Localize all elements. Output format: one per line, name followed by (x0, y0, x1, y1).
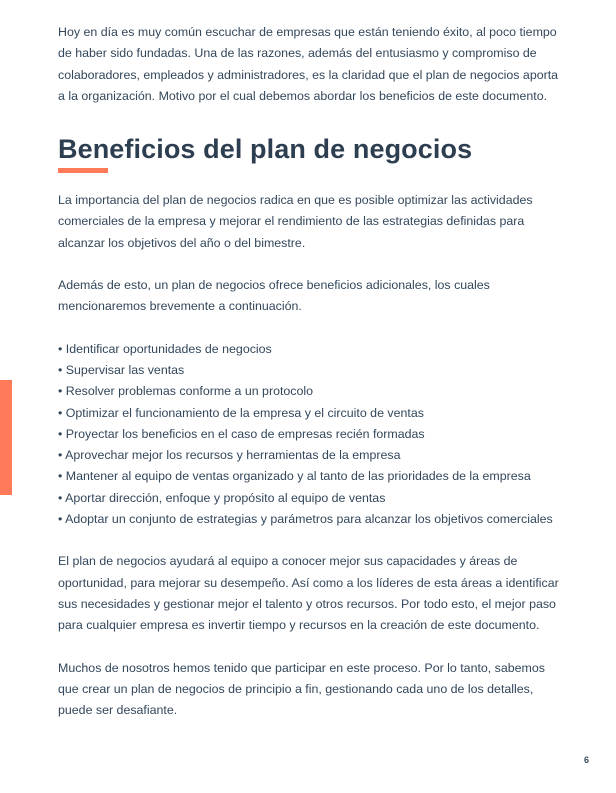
list-item: • Mantener al equipo de ventas organizado y al tanto de las prioridades de la empresa (58, 469, 531, 484)
benefits-list (58, 339, 568, 531)
list-item: • Supervisar las ventas (58, 362, 185, 377)
page-content (58, 22, 568, 721)
page-number: 6 (584, 755, 590, 765)
list-item: • Resolver problemas conforme a un protocolo (58, 384, 314, 399)
list-item: • Optimizar el funcionamiento de la empresa y el circuito de ventas (58, 405, 424, 420)
paragraph-team-capabilities: El plan de negocios ayudará al equipo a conocer mejor sus capacidades y áreas de oportunidad, para mejorar su desempeño. Así como a los líderes de esta áreas a identificar sus necesidades y gestionar mejor el talento y otros recursos. Por todo esto, el mejor paso para cualquier empresa es invertir tiempo y recursos en la creación de este documento. (58, 554, 559, 633)
list-item: • Aportar dirección, enfoque y propósito al equipo de ventas (58, 490, 386, 505)
list-item: • Aprovechar mejor los recursos y herramientas de la empresa (58, 448, 401, 463)
paragraph-additional-benefits: Además de esto, un plan de negocios ofrece beneficios adicionales, los cuales mencionaremos brevemente a continuación. (58, 278, 490, 314)
list-item: • Identificar oportunidades de negocios (58, 341, 272, 356)
paragraph-challenge: Muchos de nosotros hemos tenido que participar en este proceso. Por lo tanto, sabemos que crear un plan de negocios de principio a fin, gestionando cada uno de los detalles, puede ser desafiante. (58, 660, 545, 718)
paragraph-importance: La importancia del plan de negocios radica en que es posible optimizar las actividades comerciales de la empresa y mejorar el rendimiento de las estrategias definidas para alcanzar los objetivos del año o del bimestre. (58, 193, 533, 250)
list-item: • Adoptar un conjunto de estrategias y parámetros para alcanzar los objetivos comerciales (58, 512, 553, 527)
intro-paragraph: Hoy en día es muy común escuchar de empresas que están teniendo éxito, al poco tiempo de haber sido fundadas. Una de las razones, además del entusiasmo y compromiso de colaboradores, empleados y administradores, es la claridad que el plan de negocios aporta a la organización. Motivo por el cual debemos abordar los beneficios de este documento. (58, 25, 559, 103)
list-item: • Proyectar los beneficios en el caso de empresas recién formadas (58, 426, 425, 441)
section-title: Beneficios del plan de negocios (58, 134, 473, 165)
title-underline-accent (58, 168, 108, 173)
side-accent-bar (0, 380, 12, 495)
